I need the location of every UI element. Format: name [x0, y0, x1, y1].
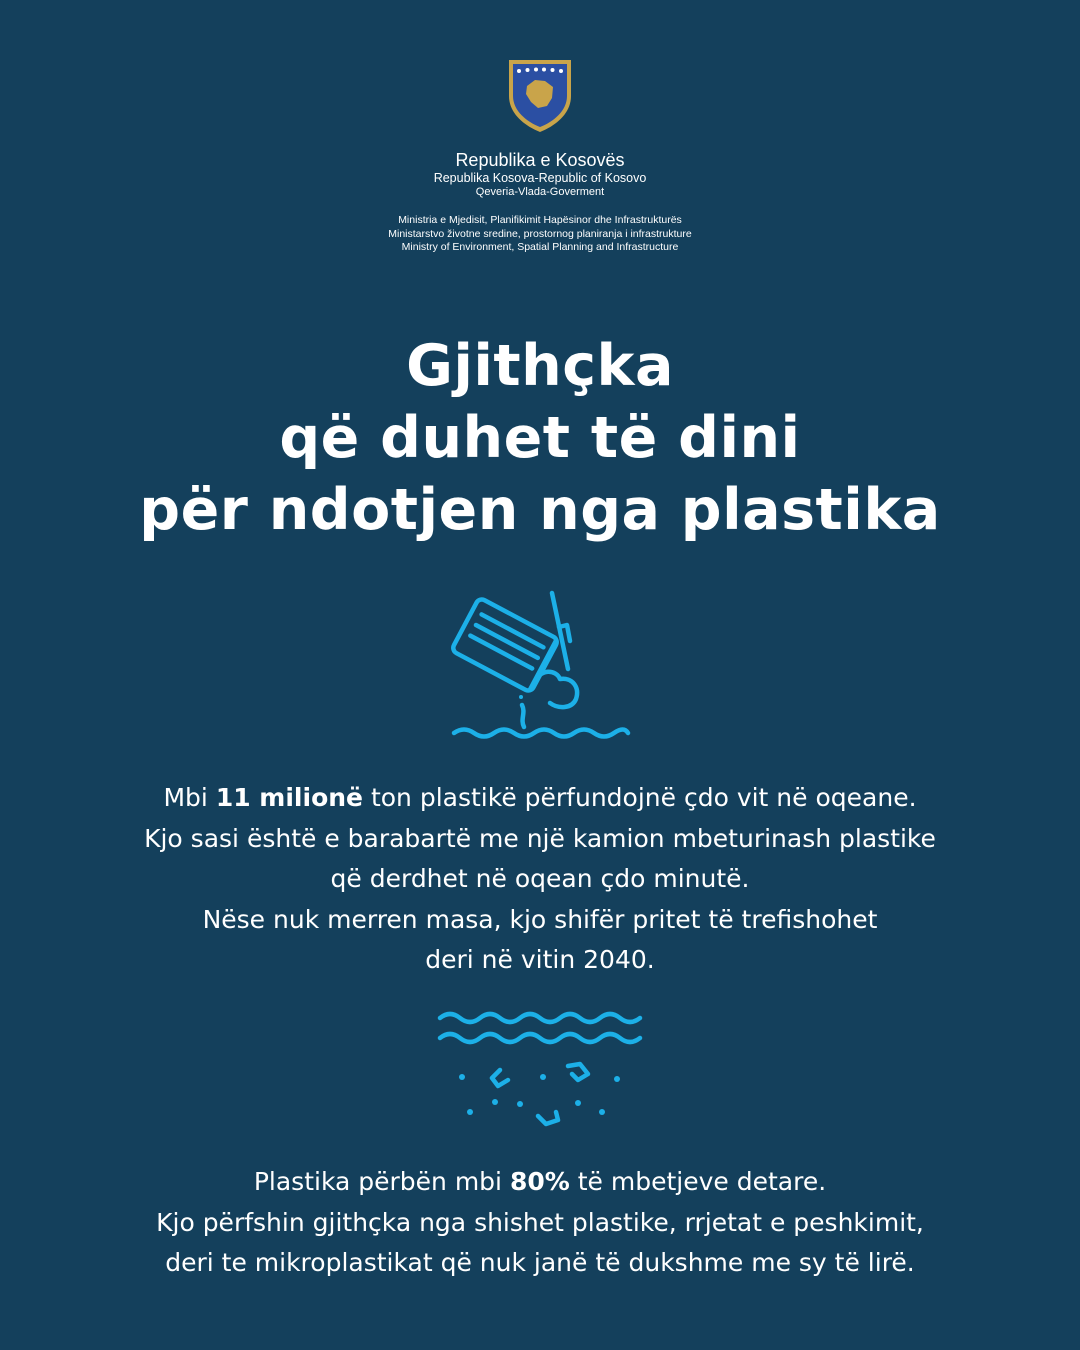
- title-line-3: për ndotjen nga plastika: [139, 477, 941, 543]
- ministry-name-sr: Ministarstvo životne sredine, prostornog planiranja i infrastrukture: [388, 227, 692, 240]
- para1-line-4: Nëse nuk merren masa, kjo shifër pritet të trefishohet: [202, 904, 878, 934]
- plastic-in-oceans-paragraph: [0, 778, 1080, 981]
- header-logo: [0, 56, 1080, 138]
- para2-line-3: deri te mikroplastikat që nuk janë të dukshme me sy të lirë.: [165, 1248, 915, 1277]
- para2-line-1: [0, 1162, 1080, 1203]
- para2-highlight: 80%: [509, 1167, 570, 1196]
- para1-line-1: [0, 778, 1080, 819]
- marine-waste-paragraph: [0, 1162, 1080, 1284]
- para2-line1-prefix: Plastika përbën mbi: [253, 1167, 510, 1196]
- republic-name-alt: Republika Kosova-Republic of Kosovo: [433, 171, 647, 186]
- coat-of-arms-icon: [505, 56, 575, 134]
- para1-line1-suffix: ton plastikë përfundojnë çdo vit në oqeane.: [363, 783, 917, 812]
- para2-line-2: Kjo përfshin gjithçka nga shishet plastike, rrjetat e peshkimit,: [156, 1207, 924, 1237]
- page-title: [0, 330, 1080, 546]
- government-label: Qeveria-Vlada-Goverment: [475, 185, 605, 198]
- ministry-name-sq: Ministria e Mjedisit, Planifikimit Hapësinor dhe Infrastrukturës: [398, 214, 682, 226]
- ministry-name-en: Ministry of Environment, Spatial Planning and Infrastructure: [401, 241, 679, 254]
- para1-line1-prefix: Mbi: [163, 783, 216, 812]
- government-name-block: [0, 150, 1080, 199]
- para2-line1-suffix: të mbetjeve detare.: [569, 1167, 827, 1196]
- title-line-1: Gjithçka: [406, 333, 674, 399]
- marine-debris-underwater-icon: [430, 1008, 650, 1138]
- para1-line-3: që derdhet në oqean çdo minutë.: [330, 864, 750, 893]
- para1-line-2: Kjo sasi është e barabartë me një kamion mbeturinash plastike: [144, 823, 936, 853]
- para1-highlight: 11 milionë: [215, 783, 363, 812]
- para1-line-5: deri në vitin 2040.: [425, 945, 655, 974]
- republic-name: Republika e Kosovës: [455, 150, 625, 170]
- title-line-2: që duhet të dini: [279, 405, 801, 471]
- ministry-name-block: [0, 214, 1080, 255]
- plastic-dumping-into-ocean-icon: [440, 585, 640, 750]
